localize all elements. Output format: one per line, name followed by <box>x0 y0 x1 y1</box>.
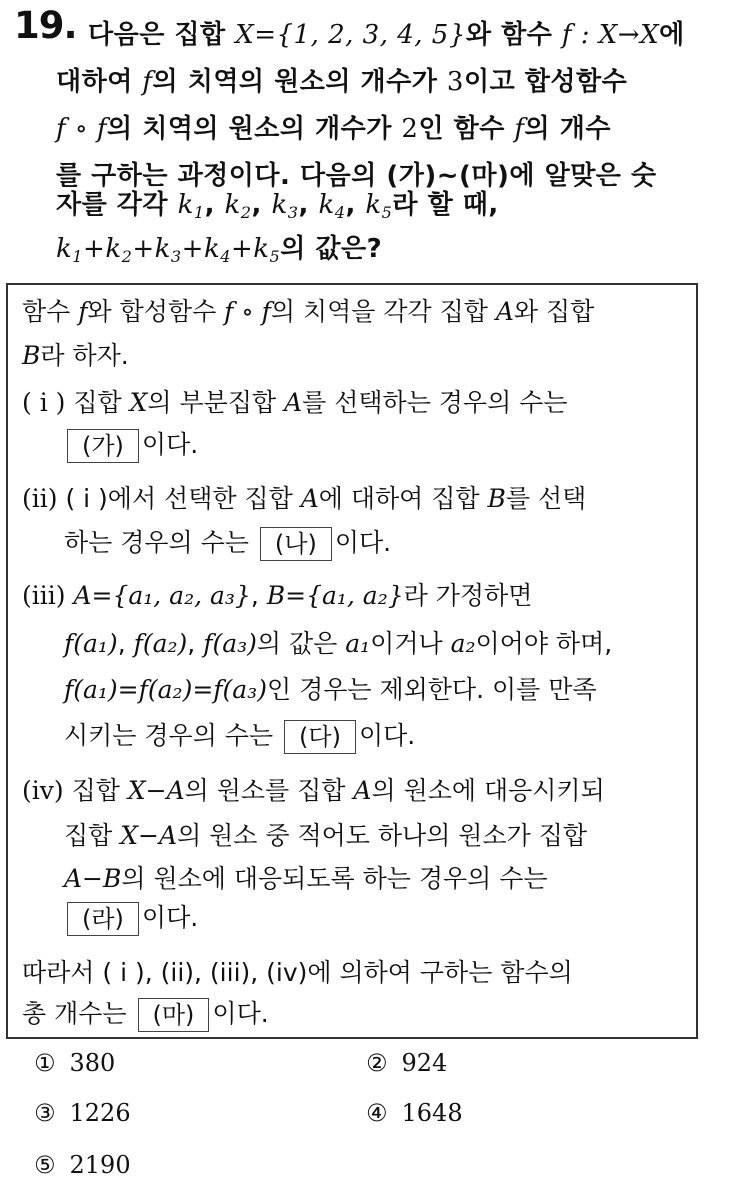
question-number: 19. <box>14 4 77 47</box>
step-ii-line-2: 하는 경우의 수는 (나) 이다. <box>64 523 391 561</box>
question-line-5: 자를 각각 $k_1$, $k_2$, $k_3$, $k_4$, $k_5$라 할 때, <box>56 190 499 222</box>
step-iv-line-2: 집합 X−A의 원소 중 적어도 하나의 원소가 집합 <box>64 821 587 850</box>
question-line-3: f ∘ f의 치역의 원소의 개수가 2인 함수 f의 개수 <box>56 114 611 144</box>
question-line-2: 대하여 f의 치역의 원소의 개수가 3이고 합성함수 <box>56 67 628 97</box>
function-definition: f : X→X <box>561 20 660 50</box>
choice-5[interactable]: ⑤ 2190 <box>34 1151 131 1179</box>
blank-na: (나) <box>260 527 332 561</box>
choice-4[interactable]: ④ 1648 <box>366 1099 463 1127</box>
step-i-line-2: (가) 이다. <box>64 425 198 463</box>
choice-1[interactable]: ① 380 <box>34 1049 116 1077</box>
step-iv-line-4: (라) 이다. <box>64 898 198 936</box>
question-line-1: 다음은 집합 X={1, 2, 3, 4, 5}와 함수 f : X→X에 <box>88 20 685 50</box>
question-line-6: $k_1+k_2+k_3+k_4+k_5$의 값은? <box>56 234 383 266</box>
step-iv-line-3: A−B의 원소에 대응되도록 하는 경우의 수는 <box>64 864 548 893</box>
blank-ga: (가) <box>67 429 139 463</box>
conclusion-line-1: 따라서 ( i ), (ii), (iii), (iv)에 의하여 구하는 함수의 <box>22 958 573 987</box>
choice-3[interactable]: ③ 1226 <box>34 1099 131 1127</box>
box-line-1: 함수 f와 합성함수 f ∘ f의 치역을 각각 집합 A와 집합 <box>22 297 595 326</box>
box-line-2: B라 하자. <box>22 341 129 370</box>
conclusion-line-2: 총 개수는 (마) 이다. <box>22 994 269 1032</box>
step-iii-line-2: f(a₁), f(a₂), f(a₃)의 값은 a₁이거나 a₂이어야 하며, <box>64 629 613 658</box>
question-line-4: 를 구하는 과정이다. 다음의 (가)~(마)에 알맞은 숫 <box>56 161 657 191</box>
step-iii-line-3: f(a₁)=f(a₂)=f(a₃)인 경우는 제외한다. 이를 만족 <box>64 675 597 704</box>
blank-ra: (라) <box>67 902 139 936</box>
step-iv-line-1: (iv) 집합 X−A의 원소를 집합 A의 원소에 대응시키되 <box>22 776 605 805</box>
choice-2[interactable]: ② 924 <box>366 1049 448 1077</box>
step-ii-line-1: (ii) ( i )에서 선택한 집합 A에 대하여 집합 B를 선택 <box>22 484 587 513</box>
blank-da: (다) <box>284 720 356 754</box>
set-x-definition: X={1, 2, 3, 4, 5} <box>235 20 466 50</box>
step-i-line-1: ( i ) 집합 X의 부분집합 A를 선택하는 경우의 수는 <box>22 388 568 417</box>
step-iii-line-1: (iii) A={a₁, a₂, a₃}, B={a₁, a₂}라 가정하면 <box>22 581 533 610</box>
step-iii-line-4: 시키는 경우의 수는 (다) 이다. <box>64 716 415 754</box>
blank-ma: (마) <box>138 998 210 1032</box>
